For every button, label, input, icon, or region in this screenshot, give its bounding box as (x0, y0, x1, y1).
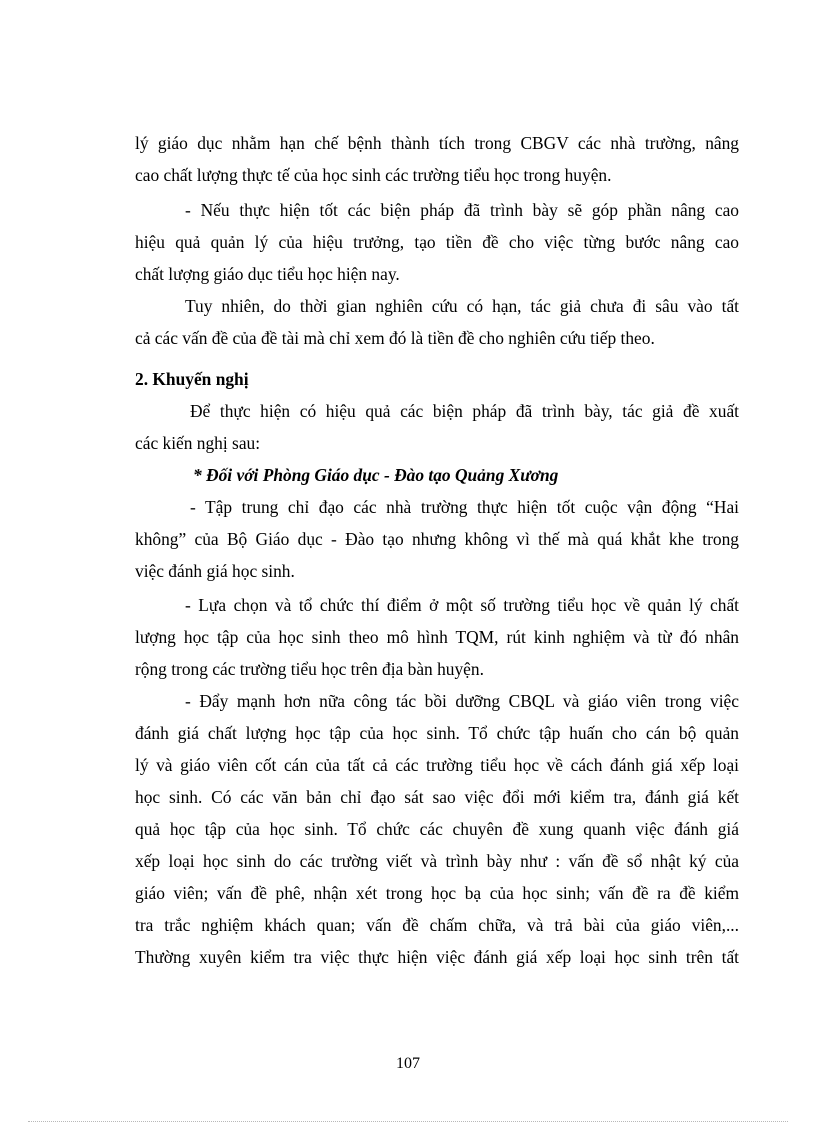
page-bottom-border (28, 1121, 788, 1122)
paragraph-line: không” của Bộ Giáo dục - Đào tạo nhưng không vì thế mà quá khắt khe trong (135, 529, 739, 549)
paragraph-line: chất lượng giáo dục tiểu học hiện nay. (135, 264, 400, 284)
paragraph-line: các kiến nghị sau: (135, 433, 261, 453)
paragraph-line: lý giáo dục nhằm hạn chế bệnh thành tích trong CBGV các nhà trường, nâng (135, 133, 739, 153)
paragraph-line: lý và giáo viên cốt cán của tất cả các trường tiểu học về cách đánh giá xếp loại (135, 755, 739, 775)
page-number: 107 (396, 1055, 420, 1072)
paragraph-line: Để thực hiện có hiệu quả các biện pháp đã trình bày, tác giả đề xuất (190, 401, 739, 421)
paragraph-line: tra trắc nghiệm khách quan; vấn đề chấm chữa, và trả bài của giáo viên,... (135, 915, 739, 935)
paragraph-line: cao chất lượng thực tế của học sinh các trường tiểu học trong huyện. (135, 165, 612, 185)
paragraph-line: rộng trong các trường tiểu học trên địa bàn huyện. (135, 659, 484, 679)
paragraph-line: - Đẩy mạnh hơn nữa công tác bồi dưỡng CBQL và giáo viên trong việc (185, 691, 739, 711)
paragraph-line: Tuy nhiên, do thời gian nghiên cứu có hạn, tác giả chưa đi sâu vào tất (185, 296, 739, 316)
sub-heading: * Đối với Phòng Giáo dục - Đào tạo Quảng Xương (193, 465, 559, 485)
paragraph-line: xếp loại học sinh do các trường viết và trình bày như : vấn đề sổ nhật ký của (135, 851, 739, 871)
paragraph-line: lượng học tập của học sinh theo mô hình TQM, rút kinh nghiệm và từ đó nhân (135, 627, 739, 647)
paragraph-line: - Lựa chọn và tổ chức thí điểm ở một số trường tiểu học về quản lý chất (185, 595, 739, 615)
paragraph-line: giáo viên; vấn đề phê, nhận xét trong học bạ của học sinh; vấn đề ra đề kiểm (135, 883, 739, 903)
paragraph-line: đánh giá chất lượng học tập của học sinh. Tổ chức tập huấn cho cán bộ quản (135, 723, 739, 743)
paragraph-line: quả học tập của học sinh. Tổ chức các chuyên đề xung quanh việc đánh giá (135, 819, 739, 839)
paragraph-line: - Nếu thực hiện tốt các biện pháp đã trình bày sẽ góp phần nâng cao (185, 200, 739, 220)
paragraph-line: Thường xuyên kiểm tra việc thực hiện việc đánh giá xếp loại học sinh trên tất (135, 947, 739, 967)
paragraph-line: hiệu quả quản lý của hiệu trưởng, tạo tiền đề cho việc từng bước nâng cao (135, 232, 739, 252)
paragraph-line: cả các vấn đề của đề tài mà chỉ xem đó là tiền đề cho nghiên cứu tiếp theo. (135, 328, 655, 348)
paragraph-line: - Tập trung chỉ đạo các nhà trường thực hiện tốt cuộc vận động “Hai (190, 497, 739, 517)
paragraph-line: việc đánh giá học sinh. (135, 561, 295, 581)
section-heading: 2. Khuyến nghị (135, 369, 249, 389)
paragraph-line: học sinh. Có các văn bản chỉ đạo sát sao việc đổi mới kiểm tra, đánh giá kết (135, 787, 739, 807)
